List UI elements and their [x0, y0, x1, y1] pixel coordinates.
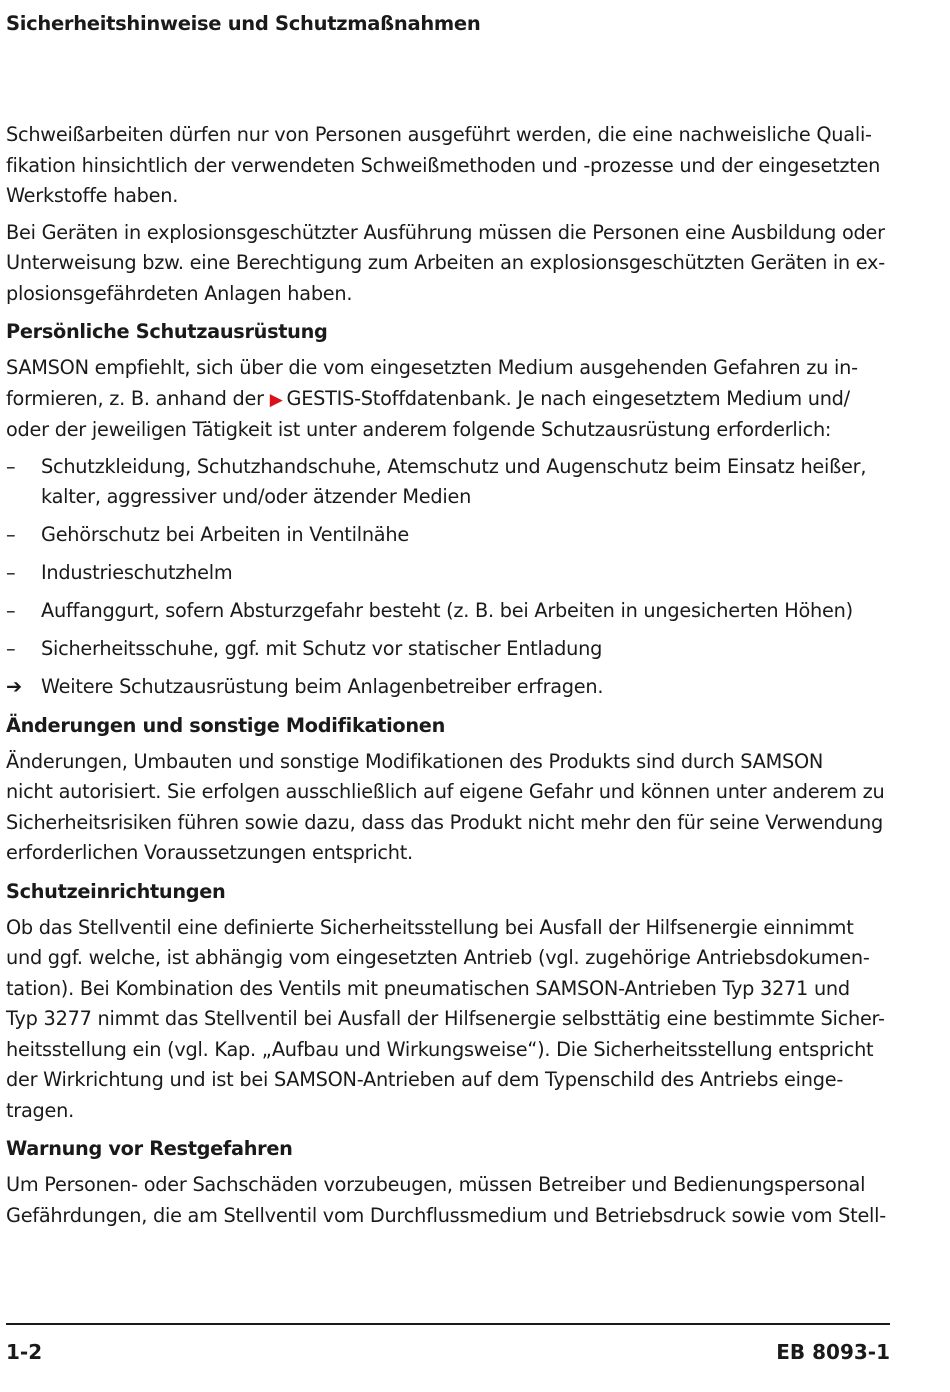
ppe-list	[6, 452, 896, 665]
dash-icon: –	[6, 599, 16, 622]
ppe-intro	[6, 353, 896, 446]
document-body	[6, 120, 896, 1237]
list-item	[6, 596, 896, 627]
gestis-database-link[interactable]: GESTIS-Stoffdatenbank	[286, 386, 506, 410]
protective-devices-paragraph: Ob das Stellventil eine definierte Sicherheitsstellung bei Ausfall der Hilfsenergie einnimmt und ggf. welche, ist abhängig vom eingesetzten Antrieb (vgl. zugehörige Antriebsdokumen- tation). Bei Kombination des Ventils mit pneumatischen SAMSON-Antrieben Typ 3271 und Typ 3277 nimmt das Stellventil bei Ausfall der Hilfsenergie selbsttätig eine bestimmte Sicher- heitsstellung ein (vgl. Kap. „Aufbau und Wirkungsweise“). Die Sicherheitsstellung entspricht der Wirkrichtung und ist bei SAMSON-Antrieben auf dem Typenschild des Antriebs einge- tragen.	[6, 915, 885, 1122]
list-item-text: Gehörschutz bei Arbeiten in Ventilnähe	[41, 523, 409, 546]
modifications-heading: Änderungen und sonstige Modifikationen	[6, 713, 445, 737]
list-item-text: Industrieschutzhelm	[41, 561, 233, 584]
qualification-paragraph-1: Schweißarbeiten dürfen nur von Personen ausgeführt werden, die eine nachweisliche Quali- fikation hinsichtlich der verwendeten Schweißmethoden und -prozesse und der eingesetzten Werkstoffe haben.	[6, 123, 881, 207]
dash-icon: –	[6, 523, 16, 546]
ppe-action-note	[6, 672, 896, 703]
ppe-intro-after: . Je nach eingesetztem Medium und/ oder der jeweiligen Tätigkeit ist unter anderem folgende Schutzausrüstung erforderlich:	[6, 386, 850, 441]
dash-icon: –	[6, 637, 16, 660]
protective-devices-heading: Schutzeinrichtungen	[6, 879, 226, 903]
list-item	[6, 634, 896, 665]
list-item-text: Auffanggurt, sofern Absturzgefahr besteht (z. B. bei Arbeiten in ungesicherten Höhen)	[41, 599, 853, 622]
list-item-text: Schutzkleidung, Schutzhandschuhe, Atemschutz und Augenschutz beim Einsatz heißer, kalter, aggressiver und/oder ätzender Medien	[41, 454, 867, 508]
residual-hazards-paragraph: Um Personen- oder Sachschäden vorzubeugen, müssen Betreiber und Bedienungspersonal Gefährdungen, die am Stellventil vom Durchflussmedium und Betriebsdruck sowie vom Stell-	[6, 1173, 886, 1227]
page-title: Sicherheitshinweise und Schutzmaßnahmen	[6, 12, 481, 35]
list-item-text: Sicherheitsschuhe, ggf. mit Schutz vor statischer Entladung	[41, 637, 603, 660]
list-item	[6, 520, 896, 551]
dash-icon: –	[6, 454, 16, 478]
footer-divider	[6, 1323, 890, 1325]
arrow-right-icon: ➔	[6, 675, 22, 698]
list-item	[6, 558, 896, 589]
ppe-intro-before: SAMSON empfiehlt, sich über die vom eingesetzten Medium ausgehenden Gefahren zu in- formieren, z. B. anhand der	[6, 356, 858, 410]
qualification-paragraph-2: Bei Geräten in explosionsgeschützter Ausführung müssen die Personen eine Ausbildung oder Unterweisung bzw. eine Berechtigung zum Arbeiten an explosionsgeschützten Geräten in ex- plosionsgefährdeten Anlagen haben.	[6, 220, 885, 305]
list-item	[6, 452, 896, 513]
dash-icon: –	[6, 561, 16, 584]
link-triangle-icon: ▶	[269, 389, 283, 410]
ppe-action-text: Weitere Schutzausrüstung beim Anlagenbetreiber erfragen.	[41, 675, 604, 698]
ppe-heading: Persönliche Schutzausrüstung	[6, 320, 328, 343]
page-number: 1-2	[6, 1340, 43, 1364]
modifications-paragraph: Änderungen, Umbauten und sonstige Modifikationen des Produkts sind durch SAMSON nicht autorisiert. Sie erfolgen ausschließlich auf eigene Gefahr und können unter anderem zu Sicherheitsrisiken führen sowie dazu, dass das Produkt nicht mehr den für seine Verwendung erforderlichen Voraussetzungen entspricht.	[6, 749, 885, 864]
residual-hazards-heading: Warnung vor Restgefahren	[6, 1137, 293, 1160]
document-number: EB 8093-1	[776, 1340, 890, 1364]
